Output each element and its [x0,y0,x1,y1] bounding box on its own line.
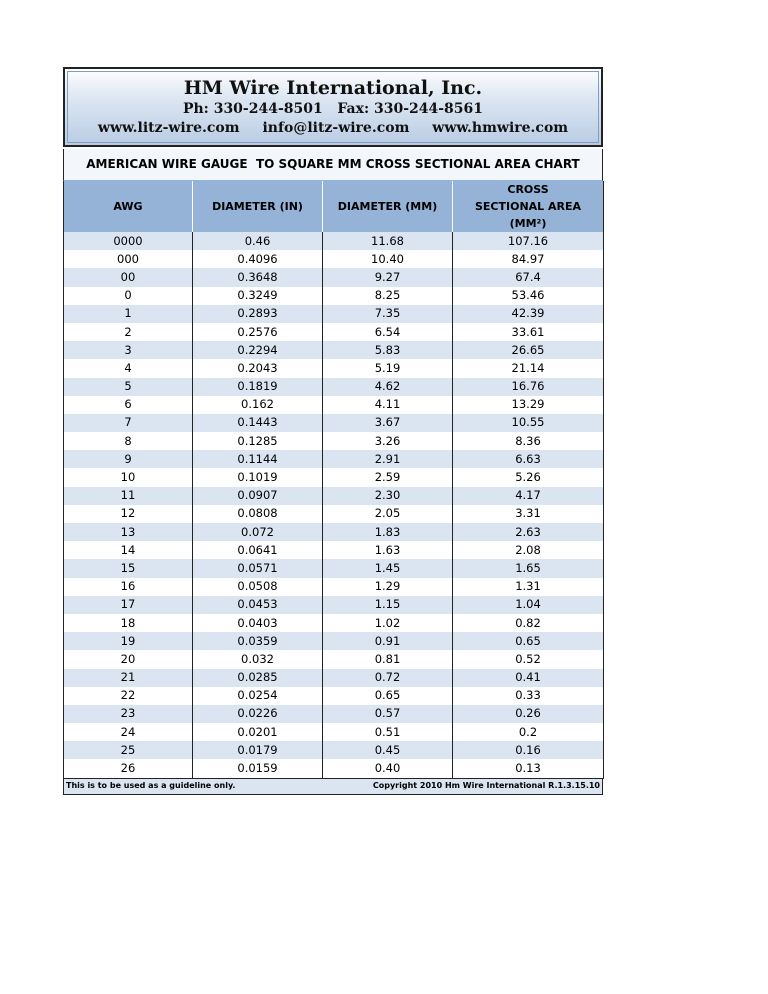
cell-cross-section: 84.97 [453,250,604,268]
cell-diameter-in: 0.0254 [193,687,323,705]
cell-awg: 7 [64,414,193,432]
cell-diameter-mm: 4.11 [323,396,453,414]
website-link-litz[interactable]: www.litz-wire.com [97,120,240,136]
cell-awg: 9 [64,450,193,468]
cell-diameter-mm: 0.57 [323,705,453,723]
cell-cross-section: 3.31 [453,505,604,523]
cell-cross-section: 2.08 [453,541,604,559]
cell-diameter-mm: 0.40 [323,759,453,778]
table-row [64,250,604,268]
cell-awg: 24 [64,723,193,741]
cell-cross-section: 4.17 [453,487,604,505]
cell-awg: 16 [64,578,193,596]
awg-table [63,181,604,779]
cell-diameter-mm: 4.62 [323,378,453,396]
table-row [64,450,604,468]
cell-cross-section: 0.52 [453,650,604,668]
cell-diameter-mm: 1.15 [323,596,453,614]
table-row [64,323,604,341]
cell-diameter-in: 0.2294 [193,341,323,359]
cell-cross-section: 6.63 [453,450,604,468]
cell-diameter-in: 0.032 [193,650,323,668]
cell-awg: 22 [64,687,193,705]
cell-diameter-mm: 1.45 [323,559,453,577]
cell-diameter-mm: 0.72 [323,669,453,687]
cell-diameter-in: 0.162 [193,396,323,414]
table-row [64,632,604,650]
cell-cross-section: 107.16 [453,232,604,250]
cell-cross-section: 0.41 [453,669,604,687]
cell-cross-section: 0.65 [453,632,604,650]
cell-awg: 13 [64,523,193,541]
table-row [64,359,604,377]
cell-awg: 1 [64,305,193,323]
table-body [64,232,604,778]
cell-diameter-mm: 0.65 [323,687,453,705]
table-row [64,414,604,432]
cell-diameter-in: 0.0226 [193,705,323,723]
cell-awg: 2 [64,323,193,341]
chart-title: AMERICAN WIRE GAUGE TO SQUARE MM CROSS SECTIONAL AREA CHART [63,149,603,181]
cell-diameter-in: 0.0808 [193,505,323,523]
cell-diameter-mm: 5.19 [323,359,453,377]
table-row [64,505,604,523]
cell-diameter-in: 0.0453 [193,596,323,614]
website-link-hmwire[interactable]: www.hmwire.com [432,120,569,136]
cell-diameter-mm: 1.02 [323,614,453,632]
cell-awg: 21 [64,669,193,687]
cell-diameter-mm: 11.68 [323,232,453,250]
cell-diameter-mm: 2.30 [323,487,453,505]
cell-diameter-in: 0.1285 [193,432,323,450]
cell-diameter-in: 0.0571 [193,559,323,577]
cell-diameter-in: 0.46 [193,232,323,250]
cell-awg: 26 [64,759,193,778]
cell-diameter-in: 0.2576 [193,323,323,341]
cell-diameter-in: 0.0907 [193,487,323,505]
cell-diameter-in: 0.0641 [193,541,323,559]
cell-cross-section: 42.39 [453,305,604,323]
table-row [64,341,604,359]
cell-cross-section: 0.13 [453,759,604,778]
column-header-cross-section: CROSS SECTIONAL AREA (MM²) [453,181,604,232]
cell-cross-section: 26.65 [453,341,604,359]
cell-awg: 3 [64,341,193,359]
cell-diameter-in: 0.4096 [193,250,323,268]
cell-cross-section: 1.04 [453,596,604,614]
cell-diameter-in: 0.3249 [193,287,323,305]
cell-cross-section: 13.29 [453,396,604,414]
cell-awg: 17 [64,596,193,614]
cell-diameter-mm: 6.54 [323,323,453,341]
cell-cross-section: 53.46 [453,287,604,305]
cell-diameter-in: 0.072 [193,523,323,541]
table-row [64,468,604,486]
table-row [64,268,604,286]
cell-diameter-mm: 2.91 [323,450,453,468]
cell-diameter-in: 0.1443 [193,414,323,432]
cell-cross-section: 1.31 [453,578,604,596]
cell-awg: 23 [64,705,193,723]
cell-cross-section: 0.26 [453,705,604,723]
table-header-row [64,181,604,232]
cell-diameter-in: 0.0403 [193,614,323,632]
table-row [64,559,604,577]
cell-diameter-in: 0.0201 [193,723,323,741]
cell-awg: 20 [64,650,193,668]
column-header-diameter-mm: DIAMETER (MM) [323,181,453,232]
cell-diameter-in: 0.3648 [193,268,323,286]
cell-cross-section: 33.61 [453,323,604,341]
cell-diameter-in: 0.0179 [193,741,323,759]
cell-diameter-in: 0.1819 [193,378,323,396]
table-row [64,378,604,396]
table-row [64,305,604,323]
cell-cross-section: 0.82 [453,614,604,632]
cell-awg: 5 [64,378,193,396]
cell-diameter-mm: 7.35 [323,305,453,323]
cell-cross-section: 0.2 [453,723,604,741]
cell-awg: 6 [64,396,193,414]
table-row [64,487,604,505]
cell-diameter-mm: 8.25 [323,287,453,305]
cell-awg: 25 [64,741,193,759]
table-row [64,396,604,414]
table-row [64,759,604,778]
cell-awg: 12 [64,505,193,523]
cell-diameter-mm: 1.63 [323,541,453,559]
cell-diameter-mm: 2.59 [323,468,453,486]
cell-diameter-mm: 3.26 [323,432,453,450]
cell-diameter-mm: 10.40 [323,250,453,268]
cell-cross-section: 0.33 [453,687,604,705]
cell-diameter-in: 0.1019 [193,468,323,486]
table-row [64,614,604,632]
cell-diameter-in: 0.0159 [193,759,323,778]
cell-cross-section: 21.14 [453,359,604,377]
column-header-awg: AWG [64,181,193,232]
cell-diameter-mm: 0.45 [323,741,453,759]
table-row [64,669,604,687]
cell-cross-section: 0.16 [453,741,604,759]
table-row [64,578,604,596]
cell-awg: 10 [64,468,193,486]
table-row [64,287,604,305]
cell-awg: 00 [64,268,193,286]
copyright-text: Copyright 2010 Hm Wire International R.1.3.15.10 [372,780,600,790]
table-row [64,741,604,759]
cell-diameter-mm: 9.27 [323,268,453,286]
table-row [64,596,604,614]
table-row [64,723,604,741]
table-row [64,523,604,541]
cell-awg: 18 [64,614,193,632]
cell-diameter-mm: 1.29 [323,578,453,596]
cell-awg: 8 [64,432,193,450]
cell-diameter-mm: 0.81 [323,650,453,668]
guideline-note: This is to be used as a guideline only. [66,780,236,790]
cell-cross-section: 1.65 [453,559,604,577]
cell-awg: 0 [64,287,193,305]
table-row [64,687,604,705]
company-name: HM Wire International, Inc. [183,77,483,99]
cell-awg: 0000 [64,232,193,250]
cell-cross-section: 8.36 [453,432,604,450]
contact-phone-fax: Ph: 330-244-8501 Fax: 330-244-8561 [182,101,484,117]
cell-diameter-mm: 0.51 [323,723,453,741]
company-banner [63,67,603,147]
cell-diameter-mm: 3.67 [323,414,453,432]
cell-awg: 4 [64,359,193,377]
cell-diameter-in: 0.0285 [193,669,323,687]
web-contacts [65,120,601,136]
table-row [64,432,604,450]
cell-diameter-in: 0.0359 [193,632,323,650]
table-row [64,705,604,723]
cell-awg: 11 [64,487,193,505]
cell-diameter-mm: 2.05 [323,505,453,523]
cell-diameter-in: 0.0508 [193,578,323,596]
column-header-diameter-in: DIAMETER (IN) [193,181,323,232]
cell-cross-section: 2.63 [453,523,604,541]
table-row [64,650,604,668]
cell-diameter-mm: 0.91 [323,632,453,650]
cell-diameter-mm: 1.83 [323,523,453,541]
cell-diameter-mm: 5.83 [323,341,453,359]
cell-diameter-in: 0.1144 [193,450,323,468]
table-row [64,541,604,559]
cell-awg: 000 [64,250,193,268]
cell-awg: 14 [64,541,193,559]
cell-awg: 19 [64,632,193,650]
cell-cross-section: 16.76 [453,378,604,396]
wire-gauge-sheet [63,67,603,795]
cell-cross-section: 10.55 [453,414,604,432]
table-row [64,232,604,250]
cell-awg: 15 [64,559,193,577]
cell-cross-section: 67.4 [453,268,604,286]
email-link[interactable]: info@litz-wire.com [262,120,410,136]
table-footer [63,779,603,795]
cell-diameter-in: 0.2893 [193,305,323,323]
cell-cross-section: 5.26 [453,468,604,486]
cell-diameter-in: 0.2043 [193,359,323,377]
